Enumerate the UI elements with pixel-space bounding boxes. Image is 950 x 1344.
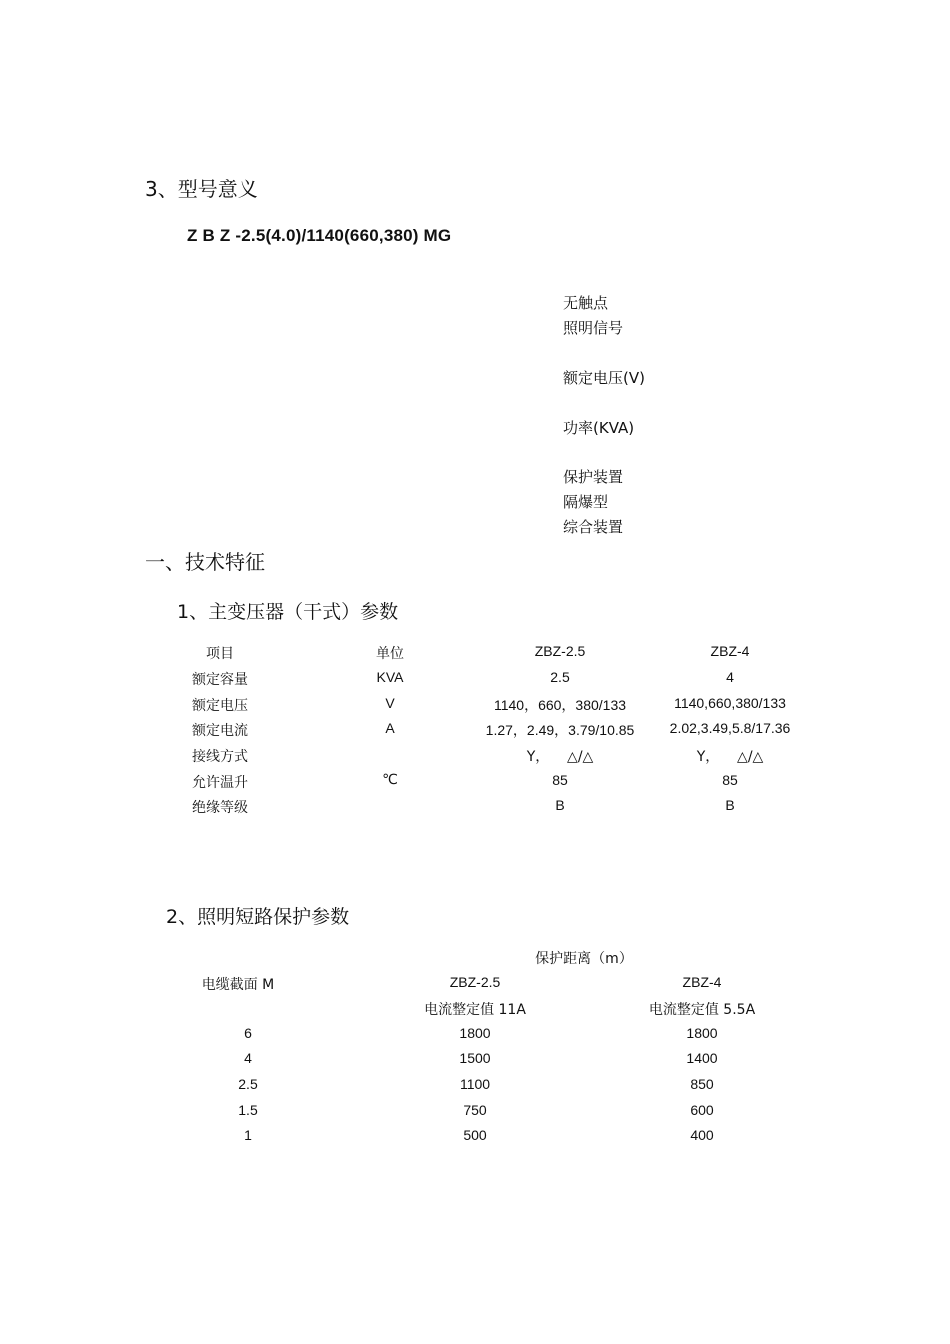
cable-section-label: 电缆截面 M <box>201 977 275 993</box>
current-setting-zbz25: 电流整定值 11A <box>424 1002 526 1018</box>
table-cell: Y， △/△ <box>696 749 764 765</box>
table-cell: 2.5 <box>238 1076 258 1092</box>
table-cell: KVA <box>376 669 404 685</box>
table-header-zbz25: ZBZ-2.5 <box>534 643 586 659</box>
table-header-unit: 单位 <box>376 646 404 662</box>
table-cell: 400 <box>690 1127 714 1143</box>
transformer-params-heading: 1、主变压器（干式）参数 <box>177 601 399 623</box>
table-cell: 2.02,3.49,5.8/17.36 <box>669 720 791 736</box>
table-cell: 1800 <box>459 1025 491 1041</box>
meaning-item: 照明信号 <box>563 319 624 337</box>
table-cell: B <box>555 797 565 813</box>
table-cell: 1140,660,380/133 <box>674 695 786 711</box>
table-cell: 额定电压 <box>192 698 248 714</box>
table-cell: 2.5 <box>550 669 570 685</box>
table-cell: 1.27，2.49，3.79/10.85 <box>485 722 635 738</box>
table-cell: V <box>385 695 395 711</box>
table-cell: 500 <box>463 1127 487 1143</box>
table-cell: 1140，660，380/133 <box>493 697 627 713</box>
table-cell: 4 <box>244 1050 252 1066</box>
table-cell: ℃ <box>382 772 398 788</box>
table-cell: 85 <box>722 772 738 788</box>
table-cell: 1 <box>244 1127 252 1143</box>
table-cell: 额定容量 <box>192 672 248 688</box>
table-header-item: 项目 <box>206 646 234 662</box>
tech-features-heading: 一、技术特征 <box>145 550 265 574</box>
meaning-item: 隔爆型 <box>563 493 609 511</box>
protection-distance-label: 保护距离（m） <box>535 951 633 967</box>
meaning-item: 保护装置 <box>563 468 624 486</box>
table-cell: 绝缘等级 <box>192 800 248 816</box>
table-cell: 1100 <box>459 1076 491 1092</box>
table-cell: 600 <box>690 1102 714 1118</box>
table-header-zbz4: ZBZ-4 <box>710 643 750 659</box>
table-cell: 4 <box>726 669 734 685</box>
table-cell: Y， △/△ <box>526 749 594 765</box>
model-zbz4-label: ZBZ-4 <box>682 974 722 990</box>
table-cell: 850 <box>690 1076 714 1092</box>
table-cell: 额定电流 <box>192 723 248 739</box>
meaning-item: 额定电压(V) <box>563 369 645 387</box>
table-cell: 6 <box>244 1025 252 1041</box>
meaning-item: 功率(KVA) <box>563 419 635 437</box>
model-zbz25-label: ZBZ-2.5 <box>449 974 501 990</box>
table-cell: 接线方式 <box>192 749 248 765</box>
table-cell: 750 <box>463 1102 487 1118</box>
meaning-item: 综合装置 <box>563 518 624 536</box>
table-cell: 1.5 <box>238 1102 258 1118</box>
table-cell: 允许温升 <box>192 775 248 791</box>
protection-params-heading: 2、照明短路保护参数 <box>166 906 350 928</box>
model-code: Z B Z -2.5(4.0)/1140(660,380) MG <box>187 226 452 245</box>
table-cell: 1400 <box>686 1050 718 1066</box>
model-meaning-heading: 3、型号意义 <box>145 177 258 201</box>
meaning-item: 无触点 <box>563 294 609 312</box>
table-cell: A <box>385 720 395 736</box>
current-setting-zbz4: 电流整定值 5.5A <box>648 1002 756 1018</box>
table-cell: 1500 <box>459 1050 491 1066</box>
table-cell: 1800 <box>686 1025 718 1041</box>
table-cell: B <box>725 797 735 813</box>
table-cell: 85 <box>552 772 568 788</box>
